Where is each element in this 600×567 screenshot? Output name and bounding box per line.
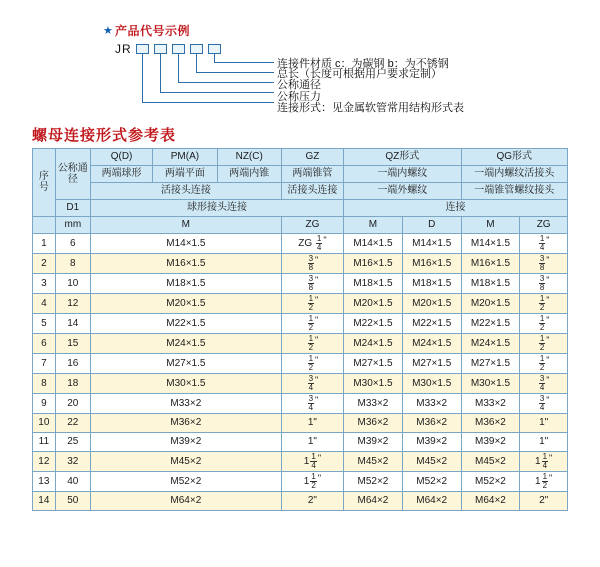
cell-qg-m: M18×1.5 — [461, 274, 520, 294]
cell-thread-m: M39×2 — [90, 433, 281, 452]
header-qg-sub: 一端内螺纹活接头 — [461, 166, 567, 183]
header-unit-zg-qg: ZG — [520, 217, 568, 234]
table-title: 螺母连接形式参考表 — [32, 127, 177, 144]
cell-qz-m: M33×2 — [344, 394, 403, 414]
cell-qg-m: M36×2 — [461, 414, 520, 433]
code-prefix-label: JR — [115, 42, 132, 56]
header-group-gz: GZ — [281, 149, 343, 166]
cell-gz-size: $\frac{1}{2}$ " — [281, 314, 343, 334]
cell-qg-zg: 1" — [520, 414, 568, 433]
table-row — [33, 254, 568, 274]
header-group-nzc: NZ(C) — [217, 149, 281, 166]
header-gz-sub: 两端锥管 — [281, 166, 343, 183]
callout-length: 总长（长度可根据用户要求定制） — [277, 68, 442, 80]
header-qg-taper-pipe-joint: 一端锥管螺纹接头 — [461, 183, 567, 200]
cell-qz-d: M36×2 — [402, 414, 461, 433]
code-box-5 — [208, 44, 221, 54]
cell-qg-m: M16×1.5 — [461, 254, 520, 274]
cell-qz-m: M14×1.5 — [344, 234, 403, 254]
cell-qg-zg: $\frac{1}{4}$ " — [520, 234, 568, 254]
table-header-row-3 — [33, 183, 568, 200]
cell-qz-m: M64×2 — [344, 492, 403, 511]
table-header — [33, 149, 568, 234]
cell-gz-size: $\frac{1}{2}$ " — [281, 354, 343, 374]
cell-qz-d: M24×1.5 — [402, 334, 461, 354]
cell-gz-size: 2" — [281, 492, 343, 511]
leader-line-v-4 — [196, 54, 197, 72]
cell-qz-d: M14×1.5 — [402, 234, 461, 254]
leader-line-v-3 — [178, 54, 179, 82]
header-unit-blank — [33, 217, 56, 234]
cell-qz-d: M20×1.5 — [402, 294, 461, 314]
cell-gz-size: $\frac{1}{2}$ " — [281, 334, 343, 354]
table-row — [33, 374, 568, 394]
cell-nominal-diameter: 25 — [55, 433, 90, 452]
leader-line-h-2 — [160, 92, 274, 93]
header-qz-sub: 一端内螺纹 — [344, 166, 461, 183]
leader-line-v-1 — [142, 54, 143, 102]
star-icon: ★ — [103, 25, 113, 37]
cell-serial: 2 — [33, 254, 56, 274]
table-header-row-2 — [33, 166, 568, 183]
cell-gz-size: $\frac{3}{8}$ " — [281, 274, 343, 294]
cell-nominal-diameter: 8 — [55, 254, 90, 274]
leader-line-h-5 — [214, 62, 274, 63]
cell-qz-m: M20×1.5 — [344, 294, 403, 314]
cell-thread-m: M33×2 — [90, 394, 281, 414]
cell-qg-m: M20×1.5 — [461, 294, 520, 314]
cell-qz-d: M39×2 — [402, 433, 461, 452]
cell-serial: 13 — [33, 472, 56, 492]
table-row — [33, 394, 568, 414]
header-union-connection-mid: 活接头连接 — [281, 183, 343, 200]
cell-serial: 9 — [33, 394, 56, 414]
cell-thread-m: M22×1.5 — [90, 314, 281, 334]
header-unit-m-qg: M — [461, 217, 520, 234]
cell-qz-d: M52×2 — [402, 472, 461, 492]
callout-nominal-diameter: 公称通径 — [277, 79, 321, 91]
header-group-qd: Q(D) — [90, 149, 152, 166]
cell-qz-d: M30×1.5 — [402, 374, 461, 394]
cell-qg-zg: $\frac{3}{4}$ " — [520, 374, 568, 394]
cell-qz-d: M64×2 — [402, 492, 461, 511]
cell-qg-m: M27×1.5 — [461, 354, 520, 374]
code-box-3 — [172, 44, 185, 54]
table-row — [33, 234, 568, 254]
cell-thread-m: M45×2 — [90, 452, 281, 472]
callout-connection-type: 连接形式：见金属软管常用结构形式表 — [277, 102, 464, 114]
cell-thread-m: M20×1.5 — [90, 294, 281, 314]
cell-nominal-diameter: 40 — [55, 472, 90, 492]
cell-qg-zg: 1" — [520, 433, 568, 452]
cell-gz-size: 1 $\frac{1}{4}$ " — [281, 452, 343, 472]
table-row — [33, 354, 568, 374]
cell-gz-size: ZG $\frac{1}{4}$ " — [281, 234, 343, 254]
cell-nominal-diameter: 16 — [55, 354, 90, 374]
cell-qg-zg: $\frac{1}{2}$ " — [520, 354, 568, 374]
cell-serial: 8 — [33, 374, 56, 394]
cell-gz-size: $\frac{3}{4}$ " — [281, 374, 343, 394]
callout-nominal-pressure: 公称压力 — [277, 91, 321, 103]
cell-serial: 5 — [33, 314, 56, 334]
cell-gz-size: $\frac{3}{4}$ " — [281, 394, 343, 414]
product-code-diagram — [0, 0, 600, 118]
cell-nominal-diameter: 14 — [55, 314, 90, 334]
cell-thread-m: M27×1.5 — [90, 354, 281, 374]
cell-qg-zg: $\frac{1}{2}$ " — [520, 334, 568, 354]
header-union-connection-left: 活接头连接 — [90, 183, 281, 200]
cell-qg-m: M24×1.5 — [461, 334, 520, 354]
header-serial — [33, 149, 56, 217]
cell-serial: 10 — [33, 414, 56, 433]
cell-qg-zg: 1 $\frac{1}{4}$ " — [520, 452, 568, 472]
nut-connection-table — [32, 148, 568, 511]
cell-nominal-diameter: 18 — [55, 374, 90, 394]
cell-thread-m: M52×2 — [90, 472, 281, 492]
cell-qz-m: M22×1.5 — [344, 314, 403, 334]
cell-nominal-diameter: 50 — [55, 492, 90, 511]
cell-thread-m: M24×1.5 — [90, 334, 281, 354]
cell-qg-zg: 1 $\frac{1}{2}$ " — [520, 472, 568, 492]
cell-gz-size: 1" — [281, 414, 343, 433]
header-d1-label: D1 — [55, 200, 90, 217]
cell-nominal-diameter: 10 — [55, 274, 90, 294]
cell-nominal-diameter: 22 — [55, 414, 90, 433]
diagram-title: 产品代号示例 — [115, 24, 191, 38]
header-nzc-sub: 两端内锥 — [217, 166, 281, 183]
cell-nominal-diameter: 20 — [55, 394, 90, 414]
cell-qg-zg: 2" — [520, 492, 568, 511]
table-row — [33, 492, 568, 511]
table-row — [33, 274, 568, 294]
header-ball-joint-connection: 球形接头连接 — [90, 200, 343, 217]
cell-serial: 1 — [33, 234, 56, 254]
cell-serial: 4 — [33, 294, 56, 314]
cell-nominal-diameter: 15 — [55, 334, 90, 354]
table-header-row-4 — [33, 200, 568, 217]
cell-qg-m: M30×1.5 — [461, 374, 520, 394]
cell-gz-size: 1" — [281, 433, 343, 452]
cell-qz-m: M18×1.5 — [344, 274, 403, 294]
cell-qg-zg: $\frac{3}{8}$ " — [520, 274, 568, 294]
cell-gz-size: 1 $\frac{1}{2}$ " — [281, 472, 343, 492]
table-row — [33, 452, 568, 472]
cell-serial: 6 — [33, 334, 56, 354]
cell-qz-d: M18×1.5 — [402, 274, 461, 294]
cell-qg-zg: $\frac{1}{2}$ " — [520, 294, 568, 314]
cell-qz-m: M39×2 — [344, 433, 403, 452]
cell-thread-m: M16×1.5 — [90, 254, 281, 274]
cell-gz-size: $\frac{1}{2}$ " — [281, 294, 343, 314]
cell-nominal-diameter: 12 — [55, 294, 90, 314]
header-nominal-diameter: 公称通径 — [55, 149, 90, 200]
cell-thread-m: M30×1.5 — [90, 374, 281, 394]
cell-qg-m: M45×2 — [461, 452, 520, 472]
leader-line-h-1 — [142, 102, 274, 103]
code-box-1 — [136, 44, 149, 54]
table-row — [33, 314, 568, 334]
cell-thread-m: M36×2 — [90, 414, 281, 433]
table-row — [33, 433, 568, 452]
header-group-pma: PM(A) — [153, 149, 217, 166]
header-qd-sub: 两端球形 — [90, 166, 152, 183]
cell-nominal-diameter: 6 — [55, 234, 90, 254]
cell-qz-d: M27×1.5 — [402, 354, 461, 374]
cell-qg-m: M22×1.5 — [461, 314, 520, 334]
cell-qz-m: M30×1.5 — [344, 374, 403, 394]
cell-qg-zg: $\frac{3}{4}$ " — [520, 394, 568, 414]
cell-nominal-diameter: 32 — [55, 452, 90, 472]
cell-qz-d: M16×1.5 — [402, 254, 461, 274]
cell-qg-m: M39×2 — [461, 433, 520, 452]
cell-qg-m: M64×2 — [461, 492, 520, 511]
cell-qg-zg: $\frac{3}{8}$ " — [520, 254, 568, 274]
header-unit-m-qz: M — [344, 217, 403, 234]
leader-line-h-4 — [196, 72, 274, 73]
cell-serial: 3 — [33, 274, 56, 294]
callout-material: 连接件材质 c：为碳钢 b：为不锈钢 — [277, 58, 449, 70]
cell-serial: 11 — [33, 433, 56, 452]
cell-serial: 7 — [33, 354, 56, 374]
cell-gz-size: $\frac{3}{8}$ " — [281, 254, 343, 274]
header-unit-m-left: M — [90, 217, 281, 234]
cell-thread-m: M64×2 — [90, 492, 281, 511]
header-unit-zg: ZG — [281, 217, 343, 234]
table-row — [33, 414, 568, 433]
header-qz-external-thread: 一端外螺纹 — [344, 183, 461, 200]
table-row — [33, 294, 568, 314]
cell-serial: 12 — [33, 452, 56, 472]
leader-line-v-2 — [160, 54, 161, 92]
header-unit-mm: mm — [55, 217, 90, 234]
header-unit-d: D — [402, 217, 461, 234]
cell-thread-m: M18×1.5 — [90, 274, 281, 294]
cell-qz-d: M22×1.5 — [402, 314, 461, 334]
header-pma-sub: 两端平面 — [153, 166, 217, 183]
cell-qz-d: M33×2 — [402, 394, 461, 414]
table-row — [33, 334, 568, 354]
cell-qz-m: M27×1.5 — [344, 354, 403, 374]
header-group-qz: QZ形式 — [344, 149, 461, 166]
cell-qg-m: M14×1.5 — [461, 234, 520, 254]
table-header-row-units — [33, 217, 568, 234]
cell-qg-m: M52×2 — [461, 472, 520, 492]
header-group-qg: QG形式 — [461, 149, 567, 166]
table-row — [33, 472, 568, 492]
leader-line-h-3 — [178, 82, 274, 83]
cell-qg-m: M33×2 — [461, 394, 520, 414]
table-header-row-1 — [33, 149, 568, 166]
leader-line-v-5 — [214, 54, 215, 62]
cell-qz-m: M16×1.5 — [344, 254, 403, 274]
cell-qg-zg: $\frac{1}{2}$ " — [520, 314, 568, 334]
cell-qz-m: M52×2 — [344, 472, 403, 492]
cell-qz-d: M45×2 — [402, 452, 461, 472]
cell-qz-m: M45×2 — [344, 452, 403, 472]
header-connection: 连接 — [344, 200, 568, 217]
cell-qz-m: M24×1.5 — [344, 334, 403, 354]
code-box-4 — [190, 44, 203, 54]
code-box-2 — [154, 44, 167, 54]
cell-serial: 14 — [33, 492, 56, 511]
table-body — [33, 234, 568, 511]
cell-thread-m: M14×1.5 — [90, 234, 281, 254]
header-serial-char-1: 序 号 — [38, 171, 49, 193]
cell-qz-m: M36×2 — [344, 414, 403, 433]
